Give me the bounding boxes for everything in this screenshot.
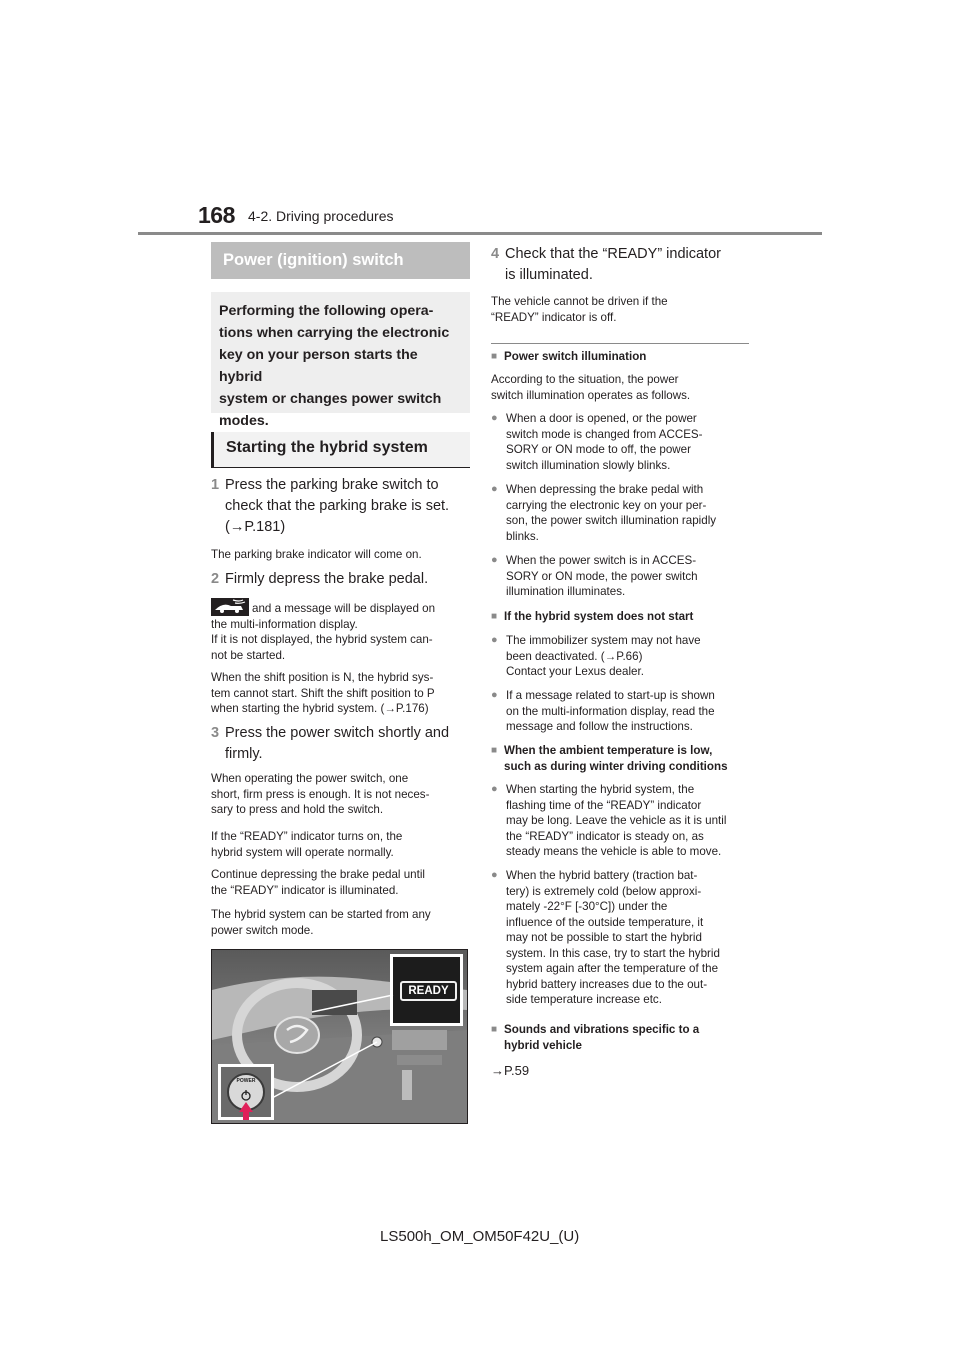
step-line: Firmly depress the brake pedal.	[225, 571, 429, 587]
note-line: tem cannot start. Shift the shift position to P	[211, 686, 435, 700]
note-line: the “READY” indicator is illuminated.	[211, 883, 399, 897]
intro-line: system or changes power switch	[219, 391, 442, 407]
bullet-item: ● When a door is opened, or the power switch mode is changed from ACCES- SORY or ON mode to off, the power switch illumination slowly blinks.	[491, 411, 764, 473]
step-line: (→P.181)	[225, 519, 286, 535]
step-4-note	[491, 294, 749, 325]
note-line: If the “READY” indicator turns on, the	[211, 830, 403, 843]
step-1-note: The parking brake indicator will come on.	[211, 548, 422, 561]
step-line: Press the power switch shortly and	[225, 725, 450, 741]
step-2-note-2	[211, 670, 470, 717]
step-2	[211, 569, 470, 590]
bullet-item: ● When the hybrid battery (traction bat- tery) is extremely cold (below approxi- mately -22°F [-30°C]) under the influence of the outside temperature, it may not be possible to start the hybrid system. In this case, try to start the hybrid system again after the temperature of the hybrid battery increases due to the out- side temperature increase etc.	[491, 868, 764, 1008]
note-line: The vehicle cannot be driven if the	[491, 295, 668, 308]
step-number: 2	[211, 571, 220, 587]
step-3	[211, 723, 470, 765]
step-4	[491, 244, 749, 286]
step-line: Check that the “READY” indicator	[505, 246, 721, 262]
page-number: 168	[198, 202, 235, 228]
note-line: When operating the power switch, one	[211, 772, 409, 785]
step-number: 1	[211, 477, 220, 493]
step-line: firmly.	[225, 746, 263, 762]
note-line: Continue depressing the brake pedal until	[211, 868, 425, 881]
note-line: The hybrid system can be started from any	[211, 908, 431, 921]
note-line: When the shift position is N, the hybrid sys-	[211, 671, 434, 684]
note-line: “READY” indicator is off.	[491, 310, 617, 324]
divider	[491, 343, 749, 344]
bullet-item: ● The immobilizer system may not have been deactivated. (→P.66) Contact your Lexus dealer.	[491, 633, 764, 680]
page-reference-link[interactable]: →P.59	[491, 1063, 530, 1078]
step-line: Press the parking brake switch to	[225, 477, 439, 493]
step-3-note-3	[211, 867, 470, 898]
intro-line: modes.	[219, 413, 269, 429]
document-code: LS500h_OM_OM50F42U_(U)	[380, 1228, 580, 1245]
intro-line: key on your person starts the hybrid	[219, 347, 418, 385]
topic-sounds-vibrations: ■ Sounds and vibrations specific to a hybrid vehicle	[491, 1022, 762, 1053]
intro-box	[211, 292, 470, 429]
para-line: switch illumination operates as follows.	[491, 388, 691, 402]
bullet-item: ● When the power switch is in ACCES- SORY or ON mode, the power switch illumination illuminates.	[491, 553, 764, 600]
subheading-starting: Starting the hybrid system	[211, 432, 470, 468]
note-line: and a message will be displayed on	[252, 602, 436, 615]
topic-ambient-temperature: ■ When the ambient temperature is low, such as during winter driving conditions	[491, 743, 762, 774]
note-line: the multi-information display.	[211, 617, 358, 631]
step-line: check that the parking brake is set.	[225, 498, 450, 514]
dashboard-illustration	[211, 949, 468, 1124]
step-2-note-1	[211, 598, 470, 663]
step-number: 3	[211, 725, 220, 741]
note-line: power switch mode.	[211, 923, 314, 937]
power-button-label: POWER	[236, 1078, 256, 1084]
intro-line: Performing the following opera-	[219, 303, 434, 319]
brake-indicator-icon	[211, 598, 249, 616]
note-line: sary to press and hold the switch.	[211, 803, 384, 816]
intro-line: tions when carrying the electronic	[219, 325, 450, 341]
topic-hybrid-does-not-start: ■ If the hybrid system does not start	[491, 609, 762, 625]
topic-power-switch-illumination: ■ Power switch illumination	[491, 349, 762, 365]
bullet-item: ● When depressing the brake pedal with carrying the electronic key on your per- son, the power switch illumination rapidly blinks.	[491, 482, 764, 544]
topic-1-paragraph	[491, 372, 749, 403]
para-line: According to the situation, the power	[491, 373, 679, 386]
ready-indicator: READY	[400, 981, 457, 1001]
section-title: Power (ignition) switch	[211, 242, 470, 279]
section-label: 4-2. Driving procedures	[248, 208, 394, 224]
step-3-note-1	[211, 771, 470, 818]
bullet-item: ● When starting the hybrid system, the flashing time of the “READY” indicator may be long. Leave the vehicle as it is until the “READY” indicator is steady on, as steady means the vehicle is able to move.	[491, 782, 764, 860]
step-3-note-4	[211, 907, 470, 938]
note-line: when starting the hybrid system. (→P.176)	[211, 702, 429, 715]
step-1	[211, 475, 470, 538]
note-line: If it is not displayed, the hybrid system can-	[211, 633, 433, 646]
bullet-item: ● If a message related to start-up is shown on the multi-information display, read the message and follow the instructions.	[491, 688, 764, 735]
step-3-note-2	[211, 829, 470, 860]
header-rule	[138, 232, 822, 235]
note-line: hybrid system will operate normally.	[211, 845, 394, 859]
note-line: not be started.	[211, 648, 286, 662]
note-line: short, firm press is enough. It is not neces-	[211, 787, 430, 801]
step-line: is illuminated.	[505, 267, 593, 283]
step-number: 4	[491, 246, 500, 262]
